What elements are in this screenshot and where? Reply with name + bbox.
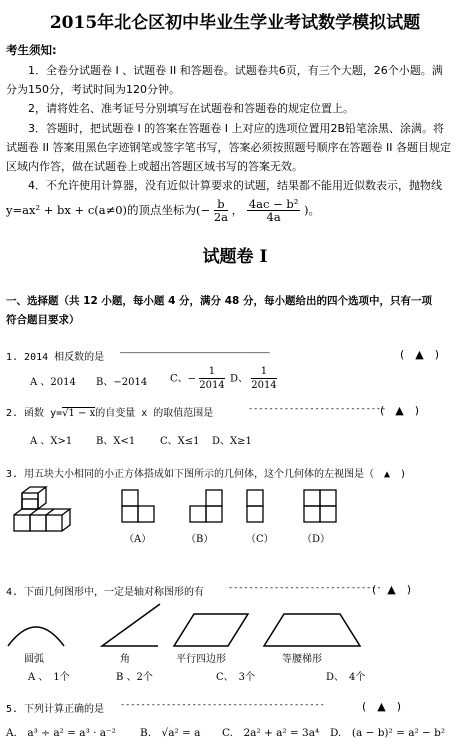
fraction-numerator: 4ac − b² xyxy=(248,197,299,211)
parallelogram-shape xyxy=(172,612,252,648)
question-5-dashes: ---------------------------------------- xyxy=(120,700,325,710)
question-3-stem: 3. 用五块大小相同的小正方体搭成如下图所示的几何体，这个几何体的左视图是（ ▲ ) xyxy=(6,469,407,480)
question-5-option-c: C. 2a² + a² = 3a⁴ xyxy=(222,727,320,739)
question-2-option-d: D、X≥1 xyxy=(212,436,252,447)
question-1-stem: 1. 2014 相反数的是 xyxy=(6,352,105,363)
fraction-numerator: 1 xyxy=(199,366,224,379)
arc-shape xyxy=(6,616,66,648)
view-label-d: （D） xyxy=(302,534,331,545)
option-c-prefix: C、− xyxy=(170,373,197,385)
option-d-prefix: D、 xyxy=(230,373,249,385)
fraction-numerator: 1 xyxy=(251,366,276,379)
radicand: 1 − x xyxy=(68,408,96,419)
section-heading-line-1: 一、选择题（共 12 小题，每小题 4 分，满分 48 分，每小题给出的四个选项中，只有一项 xyxy=(6,295,432,307)
fraction-numerator: b xyxy=(214,198,228,211)
isosceles-trapezoid-shape xyxy=(262,612,362,648)
volume-title: 试题卷 I xyxy=(202,247,268,267)
fraction-denominator: 2a xyxy=(213,210,229,224)
question-2-stem-a: 2. 函数 y= xyxy=(6,408,63,419)
question-5-answer-blank: ( ▲ ) xyxy=(362,700,402,713)
question-2-option-a: A 、X>1 xyxy=(30,436,73,447)
question-4-option-d: D、 4个 xyxy=(326,672,366,683)
notice-line-1b: 分为150分，考试时间为120分钟。 xyxy=(6,83,180,96)
view-label-a: （A） xyxy=(124,534,152,545)
formula-comma: ， xyxy=(231,203,244,217)
option-d-fraction xyxy=(251,366,276,392)
section-heading-line-2: 符合题目要求） xyxy=(6,314,80,326)
solid-figure xyxy=(8,485,78,545)
question-4-stem: 4. 下面几何图形中，一定是轴对称图形的有 xyxy=(6,587,205,598)
question-4-option-b: B 、2个 xyxy=(116,672,153,683)
view-label-c: （C） xyxy=(246,534,274,545)
question-2-stem-b: 的自变量 x 的取值范围是 xyxy=(95,408,214,419)
question-1-option-c xyxy=(170,366,225,392)
question-2-dashes: --------------------------- xyxy=(248,404,387,414)
shape-label-trapezoid: 等腰梯形 xyxy=(282,654,322,665)
fraction-denominator: 2014 xyxy=(251,380,277,391)
view-option-a xyxy=(120,488,160,528)
question-4-option-c: C、 3个 xyxy=(216,672,256,683)
notice-line-3b: 试题卷 II 答案用黑色字迹钢笔或签字笔书写，答案必须按照题号顺序在答题卷 II 各题目规定 xyxy=(6,141,451,154)
question-1-answer-blank: ( ▲ ) xyxy=(400,348,440,361)
vertex-formula xyxy=(6,198,320,224)
notice-line-3a: 3．答题时，把试题卷 I 的答案在答题卷 I 上对应的选项位置用2B铅笔涂黑、涂满。将 xyxy=(28,122,445,135)
formula-lhs: y=ax² + bx + c(a≠0)的顶点坐标为(− xyxy=(6,203,211,217)
question-2-option-c: C、X≤1 xyxy=(160,436,200,447)
formula-close: )。 xyxy=(304,203,321,217)
question-1-option-d xyxy=(230,366,277,392)
notice-line-4: 4．不允许使用计算器，没有近似计算要求的试题，结果都不能用近似数表示，抛物线 xyxy=(28,179,442,192)
fraction-denominator: 4a xyxy=(266,210,281,224)
question-2-answer-blank: ( ▲ ) xyxy=(380,404,420,417)
radical-sign: √1 − x xyxy=(62,408,96,419)
notice-line-2: 2，请将姓名、准考证号分别填写在试题卷和答题卷的规定位置上。 xyxy=(28,102,354,115)
question-1-option-a: A 、2014 xyxy=(30,377,76,388)
question-1-option-b: B、−2014 xyxy=(96,377,148,388)
view-option-c xyxy=(245,488,285,528)
question-5-stem: 5. 下列计算正确的是 xyxy=(6,704,105,715)
question-4-option-a: A 、 1个 xyxy=(28,672,70,683)
question-1-dashes: ——————————————————————————————————————— xyxy=(120,348,269,357)
shape-label-parallelogram: 平行四边形 xyxy=(176,654,226,665)
question-4-answer-blank: ( ▲ ) xyxy=(372,583,412,596)
angle-shape xyxy=(100,602,162,648)
question-4-dashes: ------------------------------ xyxy=(228,583,382,593)
view-option-b xyxy=(190,488,230,528)
option-c-fraction xyxy=(199,366,224,392)
fraction-4ac-b2-over-4a xyxy=(247,198,301,224)
view-label-b: （B） xyxy=(186,534,214,545)
shape-label-angle: 角 xyxy=(120,654,130,665)
question-5-option-a: A. a³ ÷ a² = a³ · a⁻² xyxy=(6,727,116,739)
question-5-option-b: B. √a² = a xyxy=(140,727,201,739)
notice-line-3c: 区域内作答，做在试题卷上或超出答题区域书写的答案无效。 xyxy=(6,160,303,173)
question-2-stem xyxy=(6,404,213,419)
question-2-option-b: B、X<1 xyxy=(96,436,136,447)
fraction-denominator: 2014 xyxy=(199,380,225,391)
question-5-option-d: D. (a − b)² = a² − b² xyxy=(330,727,446,739)
fraction-b-over-2a xyxy=(214,198,228,224)
view-option-d xyxy=(302,488,342,528)
notice-heading: 考生须知: xyxy=(6,43,57,57)
notice-line-1a: 1．全卷分试题卷 I 、试题卷 II 和答题卷。试题卷共6页，有三个大题，26个小题。满 xyxy=(28,64,443,77)
shape-label-arc: 圆弧 xyxy=(24,654,44,665)
page-title: 2015年北仑区初中毕业生学业考试数学模拟试题 xyxy=(49,13,421,33)
